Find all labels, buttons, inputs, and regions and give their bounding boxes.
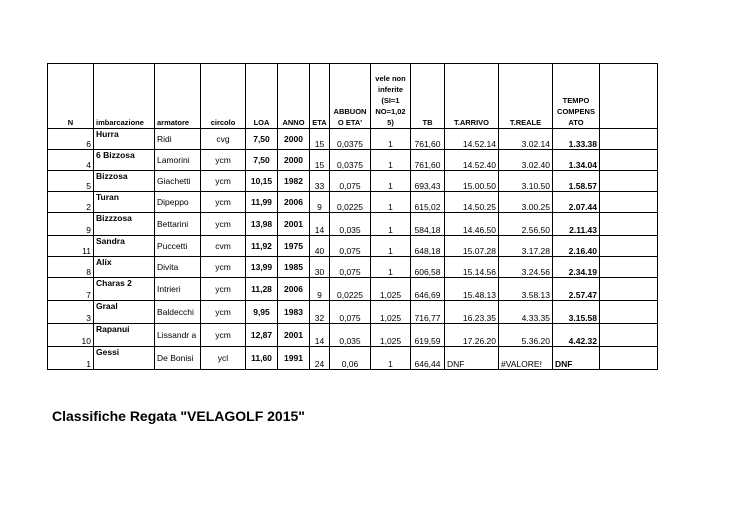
header-loa: LOA [246,64,278,129]
cell-armatore: Giachetti [155,171,201,192]
table-row [48,129,658,150]
cell-n: 1 [48,347,94,370]
cell-armatore: Bettarini [155,213,201,236]
cell-n: 7 [48,278,94,301]
table-row [48,347,658,370]
cell-circolo: ycm [201,324,246,347]
cell-circolo: ycm [201,150,246,171]
cell-arrivo: 15.48.13 [445,278,499,301]
cell-boat: 6 Bizzosa [94,150,155,171]
cell-boat: Bizzosa [94,171,155,192]
cell-tb: 619,59 [411,324,445,347]
cell-tb: 615,02 [411,192,445,213]
cell-anno: 1991 [278,347,310,370]
cell-loa: 7,50 [246,150,278,171]
cell-compensato: 1.34.04 [553,150,600,171]
cell-abbuono: 0,0225 [330,278,371,301]
cell-empty [600,171,658,192]
cell-vele: 1 [371,236,411,257]
header-tb: TB [411,64,445,129]
table-row [48,150,658,171]
cell-vele: 1,025 [371,278,411,301]
cell-arrivo: 15.14.56 [445,257,499,278]
cell-empty [600,129,658,150]
cell-loa: 11,99 [246,192,278,213]
cell-n: 10 [48,324,94,347]
cell-abbuono: 0,035 [330,213,371,236]
cell-n: 4 [48,150,94,171]
cell-arrivo: 14.50.25 [445,192,499,213]
cell-tb: 716,77 [411,301,445,324]
cell-anno: 2000 [278,150,310,171]
cell-armatore: De Bonisi [155,347,201,370]
header-n: N [48,64,94,129]
cell-eta: 14 [310,213,330,236]
cell-circolo: ycm [201,257,246,278]
header-anno: ANNO [278,64,310,129]
cell-boat: Rapanui [94,324,155,347]
cell-compensato: 1.33.38 [553,129,600,150]
cell-abbuono: 0,06 [330,347,371,370]
cell-abbuono: 0,0225 [330,192,371,213]
table-row [48,324,658,347]
header-vele: vele non inferite (SI=1 NO=1,02 5) [371,64,411,129]
cell-compensato: 2.16.40 [553,236,600,257]
cell-eta: 32 [310,301,330,324]
cell-tb: 584,18 [411,213,445,236]
cell-vele: 1 [371,150,411,171]
cell-anno: 2000 [278,129,310,150]
cell-abbuono: 0,0375 [330,129,371,150]
cell-abbuono: 0,0375 [330,150,371,171]
cell-vele: 1,025 [371,301,411,324]
cell-tb: 693,43 [411,171,445,192]
cell-n: 5 [48,171,94,192]
cell-empty [600,192,658,213]
cell-loa: 10,15 [246,171,278,192]
cell-abbuono: 0,075 [330,301,371,324]
cell-eta: 30 [310,257,330,278]
table-row [48,278,658,301]
header-armatore: armatore [155,64,201,129]
cell-eta: 9 [310,278,330,301]
cell-abbuono: 0,075 [330,171,371,192]
cell-compensato: 2.07.44 [553,192,600,213]
cell-anno: 1982 [278,171,310,192]
cell-boat: Turan [94,192,155,213]
cell-reale: 3.00.25 [499,192,553,213]
header-arrivo: T.ARRIVO [445,64,499,129]
cell-eta: 15 [310,150,330,171]
cell-loa: 11,92 [246,236,278,257]
cell-circolo: ycm [201,171,246,192]
cell-vele: 1 [371,347,411,370]
cell-reale: 3.17.28 [499,236,553,257]
cell-abbuono: 0,075 [330,236,371,257]
cell-anno: 2006 [278,278,310,301]
page-title: Classifiche Regata "VELAGOLF 2015" [52,408,305,424]
table-row [48,192,658,213]
cell-empty [600,213,658,236]
cell-vele: 1 [371,171,411,192]
cell-tb: 761,60 [411,150,445,171]
cell-anno: 1983 [278,301,310,324]
cell-armatore: Dipeppo [155,192,201,213]
cell-circolo: ycm [201,192,246,213]
cell-arrivo: DNF [445,347,499,370]
cell-anno: 1985 [278,257,310,278]
cell-circolo: cvm [201,236,246,257]
cell-reale: 3.24.56 [499,257,553,278]
cell-vele: 1 [371,213,411,236]
cell-anno: 2001 [278,213,310,236]
cell-n: 9 [48,213,94,236]
cell-compensato: 2.11.43 [553,213,600,236]
cell-boat: Sandra [94,236,155,257]
table-row [48,236,658,257]
cell-boat: Graal [94,301,155,324]
results-table [47,63,658,370]
cell-circolo: ycm [201,278,246,301]
cell-boat: Bizzzosa [94,213,155,236]
cell-reale: #VALORE! [499,347,553,370]
cell-compensato: 2.57.47 [553,278,600,301]
cell-circolo: cvg [201,129,246,150]
cell-boat: Charas 2 [94,278,155,301]
cell-empty [600,278,658,301]
cell-tb: 606,58 [411,257,445,278]
cell-tb: 761,60 [411,129,445,150]
cell-empty [600,324,658,347]
cell-n: 6 [48,129,94,150]
header-reale: T.REALE [499,64,553,129]
cell-compensato: 2.34.19 [553,257,600,278]
header-circolo: circolo [201,64,246,129]
cell-loa: 13,99 [246,257,278,278]
cell-vele: 1 [371,257,411,278]
cell-arrivo: 14.52.14 [445,129,499,150]
cell-tb: 646,69 [411,278,445,301]
cell-vele: 1 [371,192,411,213]
cell-reale: 3.58.13 [499,278,553,301]
cell-compensato: DNF [553,347,600,370]
header-imbarcazione: imbarcazione [94,64,155,129]
cell-eta: 14 [310,324,330,347]
cell-boat: Hurra [94,129,155,150]
header-abbuono: ABBUON O ETA' [330,64,371,129]
cell-eta: 24 [310,347,330,370]
cell-eta: 40 [310,236,330,257]
cell-compensato: 3.15.58 [553,301,600,324]
cell-vele: 1,025 [371,324,411,347]
cell-empty [600,150,658,171]
cell-n: 3 [48,301,94,324]
cell-compensato: 1.58.57 [553,171,600,192]
cell-circolo: ycm [201,213,246,236]
cell-loa: 12,87 [246,324,278,347]
cell-tb: 648,18 [411,236,445,257]
cell-empty [600,257,658,278]
cell-circolo: ycm [201,301,246,324]
cell-arrivo: 16.23.35 [445,301,499,324]
cell-n: 2 [48,192,94,213]
cell-n: 11 [48,236,94,257]
cell-armatore: Baldecchi [155,301,201,324]
cell-eta: 15 [310,129,330,150]
cell-abbuono: 0,075 [330,257,371,278]
cell-reale: 3.02.14 [499,129,553,150]
cell-abbuono: 0,035 [330,324,371,347]
cell-arrivo: 17.26.20 [445,324,499,347]
table-row [48,213,658,236]
cell-arrivo: 15.07.28 [445,236,499,257]
cell-armatore: Divita [155,257,201,278]
cell-reale: 3.02.40 [499,150,553,171]
cell-eta: 9 [310,192,330,213]
cell-loa: 11,60 [246,347,278,370]
cell-compensato: 4.42.32 [553,324,600,347]
table-row [48,257,658,278]
cell-anno: 1975 [278,236,310,257]
cell-anno: 2006 [278,192,310,213]
cell-circolo: ycl [201,347,246,370]
cell-eta: 33 [310,171,330,192]
table-row [48,171,658,192]
cell-arrivo: 14.46.50 [445,213,499,236]
cell-reale: 2.56.50 [499,213,553,236]
cell-armatore: Puccetti [155,236,201,257]
cell-vele: 1 [371,129,411,150]
cell-armatore: Lamorini [155,150,201,171]
cell-reale: 3.10.50 [499,171,553,192]
cell-empty [600,236,658,257]
header-row [48,64,658,129]
cell-empty [600,347,658,370]
cell-loa: 7,50 [246,129,278,150]
cell-loa: 11,28 [246,278,278,301]
cell-arrivo: 15.00.50 [445,171,499,192]
cell-boat: Gessi [94,347,155,370]
cell-tb: 646,44 [411,347,445,370]
cell-reale: 5.36.20 [499,324,553,347]
header-empty [600,64,658,129]
header-compensato: TEMPO COMPENS ATO [553,64,600,129]
cell-n: 8 [48,257,94,278]
cell-boat: Alix [94,257,155,278]
cell-reale: 4.33.35 [499,301,553,324]
cell-empty [600,301,658,324]
cell-loa: 9,95 [246,301,278,324]
cell-armatore: Ridi [155,129,201,150]
cell-arrivo: 14.52.40 [445,150,499,171]
cell-loa: 13,98 [246,213,278,236]
cell-anno: 2001 [278,324,310,347]
cell-armatore: Lissandr a [155,324,201,347]
cell-armatore: Intrieri [155,278,201,301]
header-eta: ETA [310,64,330,129]
table-row [48,301,658,324]
